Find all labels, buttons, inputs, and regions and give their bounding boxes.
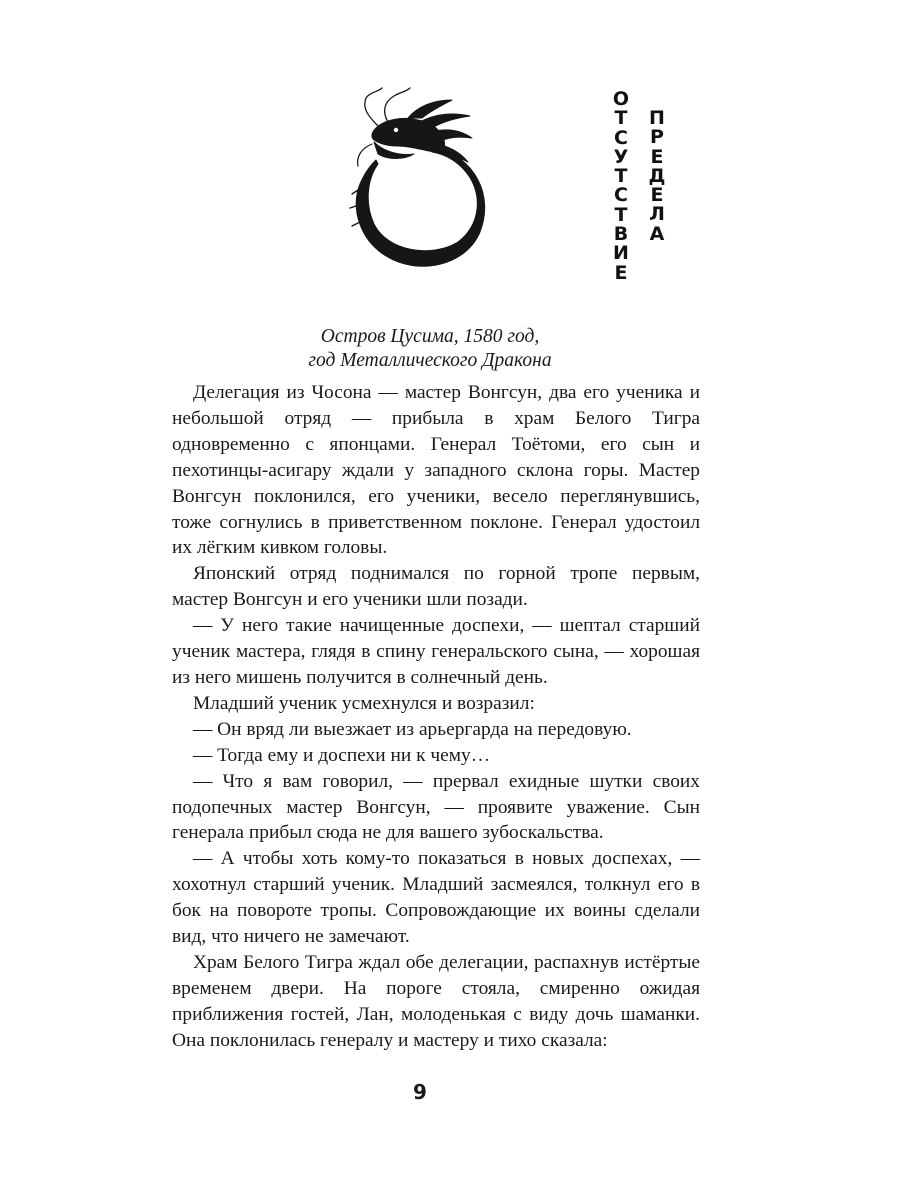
- title-letter: Е: [614, 261, 628, 284]
- title-letter: С: [614, 126, 628, 149]
- paragraph: — Тогда ему и доспехи ни к чему…: [192, 744, 491, 766]
- title-letter: Д: [648, 164, 666, 187]
- paragraph: — А чтобы хоть кому-то показаться в новых доспехах, — хохотнул старший ученик. Младший засмеялся, толкнул его в бок на повороте тропы. Сопровождающие их воины сделали вид, что ничего не замечают.: [172, 848, 700, 948]
- paragraph: — У него такие начищенные доспехи, — шептал старший ученик мастера, глядя в спину генеральского сына, — хорошая из него мишень получится в солнечный день.: [172, 615, 700, 688]
- paragraph: — Что я вам говорил, — прервал ехидные шутки своих подопечных мастер Вонгсун, — проявите уважение. Сын генерала прибыл сюда не для вашего зубоскальства.: [172, 770, 700, 844]
- paragraph: Делегация из Чосона — мастер Вонгсун, два его ученика и небольшой отряд — прибыла в храм Белого Тигра одновременно с японцами. Генерал Тоётоми, его сын и пехотинцы-асигару ждали у западного склона горы. Мастер Вонгсун поклонился, его ученики, весело переглянувшись, тоже согнулись в приветственном поклоне. Генерал удостоил их лёгким кивком головы.: [172, 382, 700, 559]
- title-word-1: [610, 90, 632, 283]
- title-letter: В: [613, 223, 629, 246]
- epigraph-line: Остров Цусима, 1580 год,: [320, 326, 540, 347]
- epigraph-line: год Металлического Дракона: [308, 350, 552, 371]
- title-letter: У: [613, 145, 629, 168]
- title-letter: О: [612, 88, 630, 110]
- title-letter: И: [613, 242, 629, 265]
- title-letter: Л: [649, 203, 665, 226]
- title-letter: Т: [614, 203, 628, 226]
- title-letter: Т: [614, 107, 628, 130]
- paragraph: Японский отряд поднимался по горной тропе первым, мастер Вонгсун и его ученики шли позади.: [172, 563, 700, 611]
- epigraph: [180, 325, 680, 373]
- dragon-ouroboros-icon: [348, 86, 498, 274]
- title-letter: Т: [614, 165, 628, 188]
- title-letter: Е: [650, 184, 664, 207]
- paragraph: Храм Белого Тигра ждал обе делегации, распахнув истёртые временем двери. На пороге стояла, смиренно ожидая приближения гостей, Лан, молоденькая с виду дочь шаманки. Она поклонилась генералу и мастеру и тихо сказала:: [172, 951, 700, 1051]
- paragraph: — Он вряд ли выезжает из арьергарда на передовую.: [192, 718, 632, 740]
- paragraph: Младший ученик усмехнулся и возразил:: [192, 692, 535, 714]
- title-letter: Р: [650, 126, 664, 149]
- title-letter: П: [649, 107, 665, 129]
- chapter-text: [172, 380, 700, 1054]
- title-letter: С: [614, 184, 628, 207]
- page-number: 9: [413, 1080, 427, 1104]
- title-letter: А: [649, 222, 665, 245]
- title-word-2: [646, 109, 668, 244]
- title-letter: Е: [650, 145, 664, 168]
